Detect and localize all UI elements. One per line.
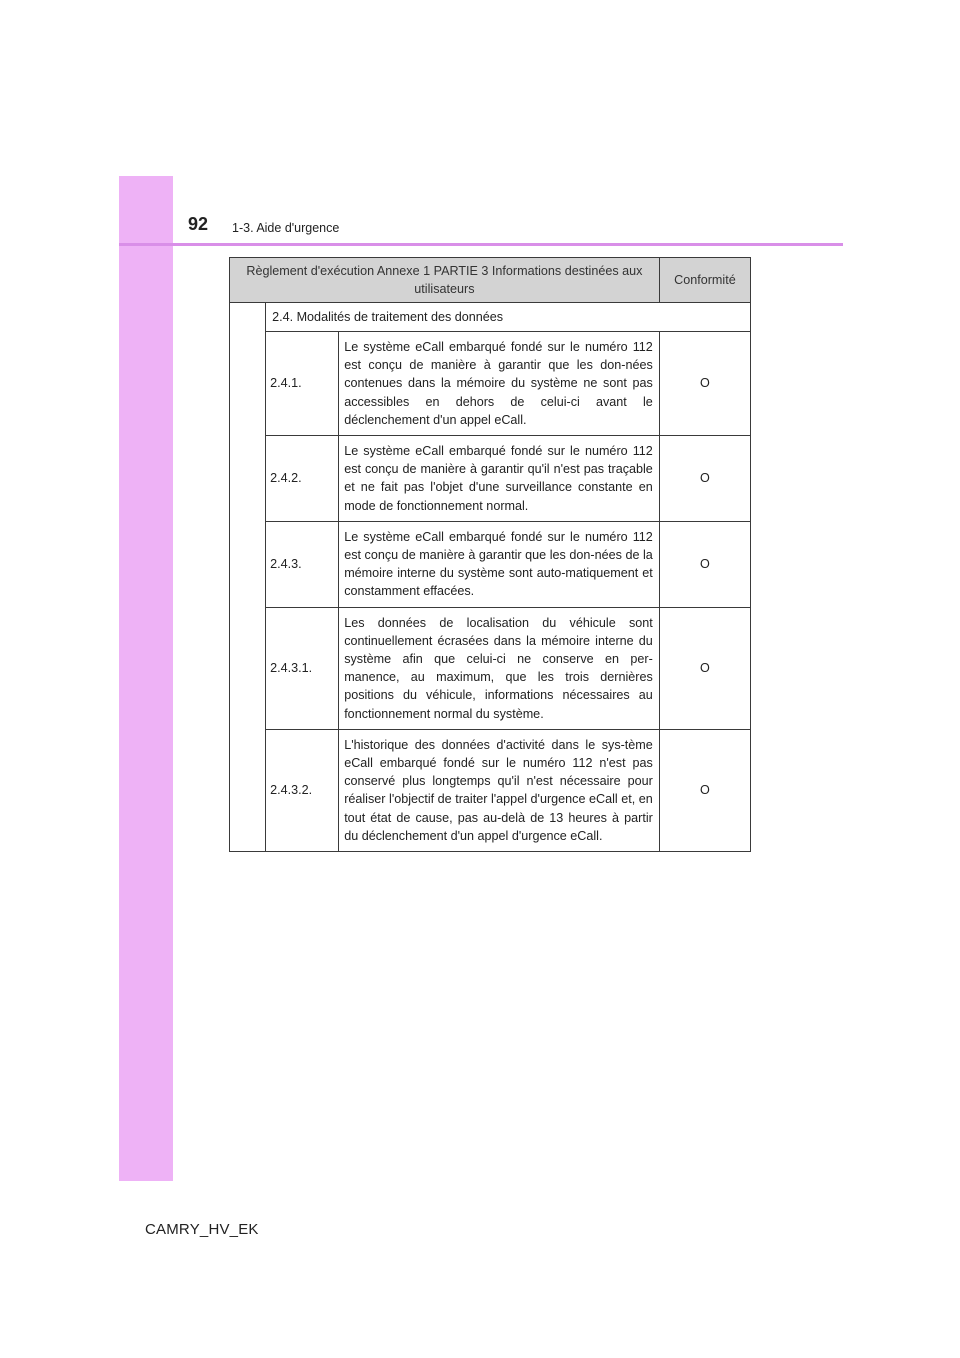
page-number: 92 xyxy=(188,214,209,234)
row-number: 2.4.3.1. xyxy=(266,607,339,729)
model-code: CAMRY_HV_EK xyxy=(145,1221,259,1238)
side-tab-strip xyxy=(119,176,173,1181)
row-number: 2.4.2. xyxy=(266,436,339,522)
row-text: Le système eCall embarqué fondé sur le numéro 112 est conçu de manière à garantir que les don-nées contenues dans la mémoire du système ne sont pas accessibles en dehors de celui-ci avant le déclenchement d'un appel eCall. xyxy=(339,332,660,436)
row-text: Les données de localisation du véhicule sont continuellement écrasées dans la mémoire interne du système afin que celui-ci ne conserve en per-manence, au maximum, que les trois dernières positions du véhicule, informations nécessaires au fonctionnement normal du système. xyxy=(339,607,660,729)
table-row xyxy=(230,729,751,851)
regulation-table xyxy=(229,257,751,852)
table-row xyxy=(230,607,751,729)
row-number: 2.4.3. xyxy=(266,521,339,607)
row-conformity: O xyxy=(659,332,750,436)
row-number: 2.4.3.2. xyxy=(266,729,339,851)
row-text: Le système eCall embarqué fondé sur le numéro 112 est conçu de manière à garantir que les don-nées de la mémoire interne du système sont auto-matiquement et constamment effacées. xyxy=(339,521,660,607)
rule-column-header: Règlement d'exécution Annexe 1 PARTIE 3 Informations destinées aux utilisateurs xyxy=(230,258,660,303)
section-heading-row xyxy=(230,303,751,332)
header-divider xyxy=(119,243,843,246)
row-conformity: O xyxy=(659,521,750,607)
row-conformity: O xyxy=(659,729,750,851)
conformity-column-header: Conformité xyxy=(659,258,750,303)
row-conformity: O xyxy=(659,436,750,522)
row-number: 2.4.1. xyxy=(266,332,339,436)
row-text: Le système eCall embarqué fondé sur le numéro 112 est conçu de manière à garantir qu'il n'est pas traçable et ne fait pas l'objet d'une surveillance constante en mode de fonctionnement normal. xyxy=(339,436,660,522)
row-conformity: O xyxy=(659,607,750,729)
section-title: 1-3. Aide d'urgence xyxy=(232,221,340,235)
table-row xyxy=(230,521,751,607)
section-heading: 2.4. Modalités de traitement des données xyxy=(266,303,751,332)
row-text: L'historique des données d'activité dans le sys-tème eCall embarqué fondé sur le numéro 112 n'est pas conservé plus longtemps qu'il n'est nécessaire pour réaliser l'objectif de traiter l'appel d'urgence eCall et, en tout état de cause, pas au-delà de 13 heures à partir du déclenchement d'un appel d'urgence eCall. xyxy=(339,729,660,851)
table-header-row xyxy=(230,258,751,303)
indent-cell xyxy=(230,303,266,852)
table-row xyxy=(230,332,751,436)
table-row xyxy=(230,436,751,522)
